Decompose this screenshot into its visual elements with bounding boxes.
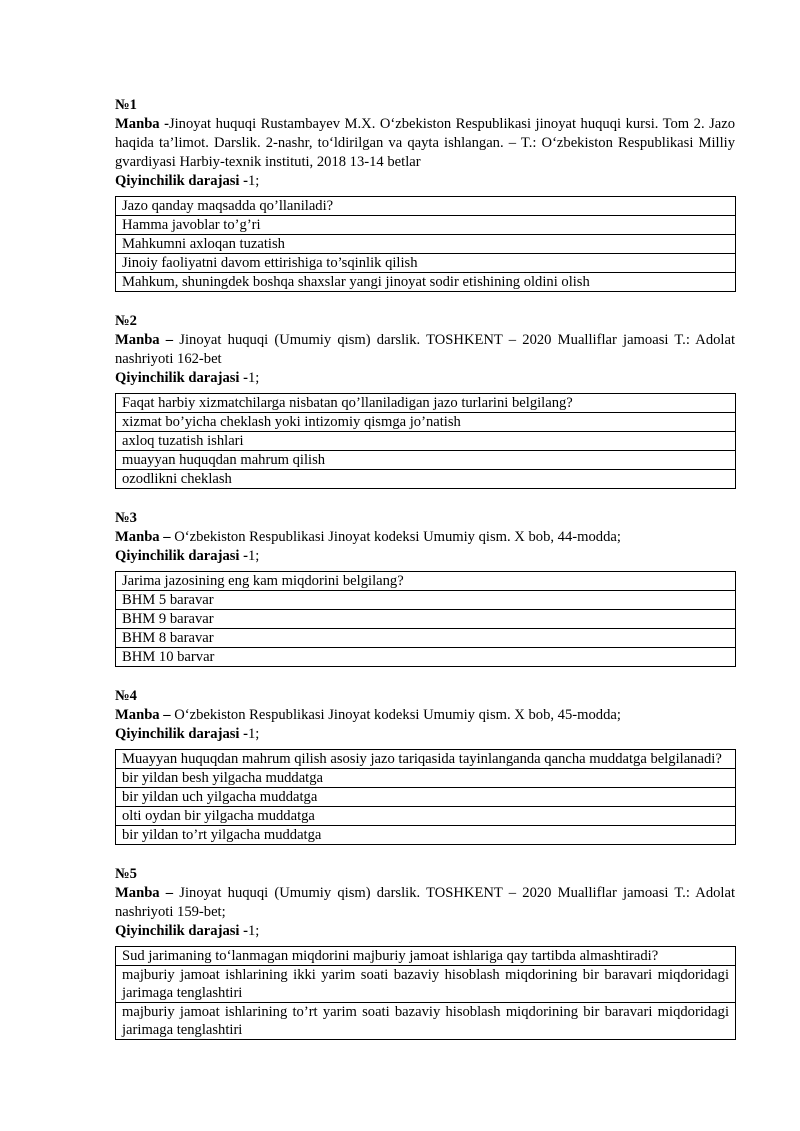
difficulty-value: 1;: [247, 173, 260, 189]
question-block-5: [115, 865, 735, 1040]
difficulty-value: 1;: [247, 370, 260, 386]
table-row: [116, 572, 736, 591]
difficulty-line: [115, 172, 735, 191]
question-block-1: [115, 96, 735, 292]
source-line: [115, 706, 735, 725]
question-table: [115, 749, 736, 845]
answer-option: BHM 5 baravar: [116, 591, 736, 610]
question-table: [115, 571, 736, 667]
difficulty-value: 1;: [247, 548, 260, 564]
source-text: Jinoyat huquqi (Umumiy qism) darslik. TOSHKENT – 2020 Mualliflar jamoasi T.: Adolat nashriyoti 162-bet: [115, 332, 736, 367]
table-row: [116, 769, 736, 788]
source-line: [115, 884, 735, 922]
table-row: [116, 629, 736, 648]
answer-option: BHM 9 baravar: [116, 610, 736, 629]
table-row: [116, 470, 736, 489]
source-label: Manba –: [115, 332, 174, 348]
source-label: Manba –: [115, 707, 171, 723]
question-text: Sud jarimaning to‘lanmagan miqdorini majburiy jamoat ishlariga qay tartibda almashtiradi?: [116, 947, 736, 966]
question-block-2: [115, 312, 735, 489]
table-row: [116, 394, 736, 413]
difficulty-label: Qiyinchilik darajasi -: [115, 548, 248, 564]
table-row: [116, 591, 736, 610]
question-number: №2: [115, 313, 137, 329]
document-page: [115, 96, 735, 1060]
answer-option: majburiy jamoat ishlarining ikki yarim soati bazaviy hisoblash miqdorining bir baravari miqdoridagi jarimaga tenglashtiri: [116, 966, 736, 1003]
source-line: [115, 528, 735, 547]
table-row: [116, 648, 736, 667]
difficulty-label: Qiyinchilik darajasi -: [115, 173, 248, 189]
question-table: [115, 196, 736, 292]
difficulty-value: 1;: [247, 923, 260, 939]
table-row: [116, 947, 736, 966]
question-number: №5: [115, 866, 137, 882]
source-line: [115, 115, 735, 172]
answer-option: bir yildan to’rt yilgacha muddatga: [116, 826, 736, 845]
table-row: [116, 826, 736, 845]
table-row: [116, 413, 736, 432]
answer-option: ozodlikni cheklash: [116, 470, 736, 489]
table-row: [116, 750, 736, 769]
source-label: Manba –: [115, 885, 174, 901]
question-number: №3: [115, 510, 137, 526]
table-row: [116, 273, 736, 292]
question-number: №1: [115, 97, 137, 113]
table-row: [116, 254, 736, 273]
table-row: [116, 807, 736, 826]
answer-option: muayyan huquqdan mahrum qilish: [116, 451, 736, 470]
difficulty-label: Qiyinchilik darajasi -: [115, 726, 248, 742]
answer-option: xizmat bo’yicha cheklash yoki intizomiy qismga jo’natish: [116, 413, 736, 432]
answer-option: bir yildan besh yilgacha muddatga: [116, 769, 736, 788]
answer-option: olti oydan bir yilgacha muddatga: [116, 807, 736, 826]
question-number: №4: [115, 688, 137, 704]
source-line: [115, 331, 735, 369]
source-text: O‘zbekiston Respublikasi Jinoyat kodeksi Umumiy qism. X bob, 44-modda;: [170, 529, 621, 545]
answer-option: axloq tuzatish ishlari: [116, 432, 736, 451]
answer-option: BHM 8 baravar: [116, 629, 736, 648]
source-text: Jinoyat huquqi (Umumiy qism) darslik. TOSHKENT – 2020 Mualliflar jamoasi T.: Adolat nashriyoti 159-bet;: [115, 885, 736, 920]
difficulty-label: Qiyinchilik darajasi -: [115, 923, 248, 939]
answer-option: Mahkumni axloqan tuzatish: [116, 235, 736, 254]
answer-option: majburiy jamoat ishlarining to’rt yarim soati bazaviy hisoblash miqdorining bir baravari miqdoridagi jarimaga tenglashtiri: [116, 1003, 736, 1040]
table-row: [116, 197, 736, 216]
table-row: [116, 788, 736, 807]
answer-option: Hamma javoblar to’g’ri: [116, 216, 736, 235]
answer-option: bir yildan uch yilgacha muddatga: [116, 788, 736, 807]
source-text: Jinoyat huquqi Rustambayev M.X. O‘zbekiston Respublikasi jinoyat huquqi kursi. Tom 2. Jazo haqida ta’limot. Darslik. 2-nashr, to‘ldirilgan va qayta ishlangan. – T.: O‘zbekiston Respublikasi Milliy gvardiyasi Harbiy-texnik instituti, 2018 13-14 betlar: [115, 116, 736, 170]
question-block-3: [115, 509, 735, 667]
question-text: Jazo qanday maqsadda qo’llaniladi?: [116, 197, 736, 216]
answer-option: BHM 10 barvar: [116, 648, 736, 667]
difficulty-value: 1;: [247, 726, 260, 742]
question-text: Faqat harbiy xizmatchilarga nisbatan qo’llaniladigan jazo turlarini belgilang?: [116, 394, 736, 413]
question-block-4: [115, 687, 735, 845]
table-row: [116, 1003, 736, 1040]
question-table: [115, 393, 736, 489]
question-text: Muayyan huquqdan mahrum qilish asosiy jazo tariqasida tayinlanganda qancha muddatga belgilanadi?: [116, 750, 736, 769]
question-table: [115, 946, 736, 1040]
source-label: Manba –: [115, 529, 171, 545]
table-row: [116, 235, 736, 254]
difficulty-line: [115, 369, 735, 388]
question-text: Jarima jazosining eng kam miqdorini belgilang?: [116, 572, 736, 591]
table-row: [116, 451, 736, 470]
difficulty-line: [115, 725, 735, 744]
table-row: [116, 610, 736, 629]
difficulty-label: Qiyinchilik darajasi -: [115, 370, 248, 386]
table-row: [116, 216, 736, 235]
source-text: O‘zbekiston Respublikasi Jinoyat kodeksi Umumiy qism. X bob, 45-modda;: [170, 707, 621, 723]
answer-option: Mahkum, shuningdek boshqa shaxslar yangi jinoyat sodir etishining oldini olish: [116, 273, 736, 292]
answer-option: Jinoiy faoliyatni davom ettirishiga to’sqinlik qilish: [116, 254, 736, 273]
table-row: [116, 966, 736, 1003]
table-row: [116, 432, 736, 451]
difficulty-line: [115, 922, 735, 941]
source-label: Manba -: [115, 116, 169, 132]
difficulty-line: [115, 547, 735, 566]
